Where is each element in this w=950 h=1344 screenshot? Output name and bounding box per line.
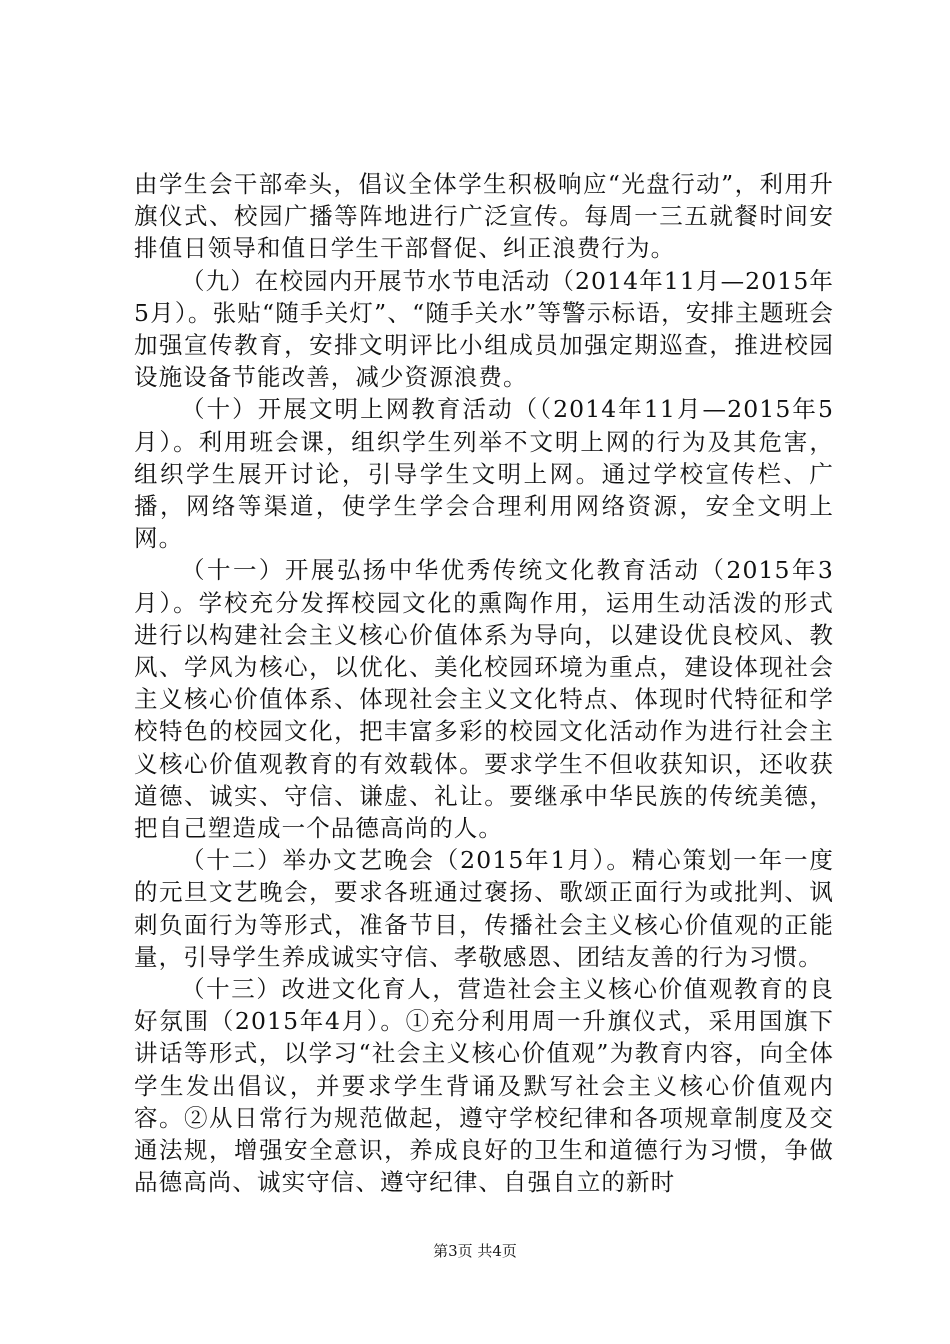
- paragraph-continuation: 由学生会干部牵头，倡议全体学生积极响应“光盘行动”，利用升旗仪式、校园广播等阵地进行广泛宣传。每周一三五就餐时间安排值日领导和值日学生干部督促、纠正浪费行为。: [134, 170, 834, 263]
- paragraph-item-13: （十三）改进文化育人，营造社会主义核心价值观教育的良好氛围（2015年4月）。①充分利用周一升旗仪式，采用国旗下讲话等形式，以学习“社会主义核心价值观”为教育内容，向全体学生发出倡议，并要求学生背诵及默写社会主义核心价值观内容。②从日常行为规范做起，遵守学校纪律和各项规章制度及交通法规，增强安全意识，养成良好的卫生和道德行为习惯，争做品德高尚、诚实守信、遵守纪律、自强自立的新时: [134, 975, 834, 1197]
- paragraph-item-12: （十二）举办文艺晚会（2015年1月）。精心策划一年一度的元旦文艺晚会，要求各班通过褒扬、歌颂正面行为或批判、讽刺负面行为等形式，准备节目，传播社会主义核心价值观的正能量，引导学生养成诚实守信、孝敬感恩、团结友善的行为习惯。: [134, 846, 834, 971]
- paragraph-item-10: （十）开展文明上网教育活动（（2014年11月—2015年5月）。利用班会课，组织学生列举不文明上网的行为及其危害，组织学生展开讨论，引导学生文明上网。通过学校宣传栏、广播，网络等渠道，使学生学会合理利用网络资源，安全文明上网。: [134, 395, 834, 553]
- page-footer: [0, 1241, 950, 1261]
- page-number-label: 第3页 共4页: [433, 1242, 517, 1260]
- paragraph-item-11: （十一）开展弘扬中华优秀传统文化教育活动（2015年3月）。学校充分发挥校园文化的熏陶作用，运用生动活泼的形式进行以构建社会主义核心价值体系为导向，以建设优良校风、教风、学风为核心，以优化、美化校园环境为重点，建设体现社会主义核心价值体系、体现社会主义文化特点、体现时代特征和学校特色的校园文化，把丰富多彩的校园文化活动作为进行社会主义核心价值观教育的有效载体。要求学生不但收获知识，还收获道德、诚实、守信、谦虚、礼让。要继承中华民族的传统美德，把自己塑造成一个品德高尚的人。: [134, 556, 834, 843]
- document-body: [134, 168, 834, 1199]
- paragraph-item-9: （九）在校园内开展节水节电活动（2014年11月—2015年5月）。张贴“随手关灯”、“随手关水”等警示标语，安排主题班会加强宣传教育，安排文明评比小组成员加强定期巡查，推进校园设施设备节能改善，减少资源浪费。: [134, 266, 834, 392]
